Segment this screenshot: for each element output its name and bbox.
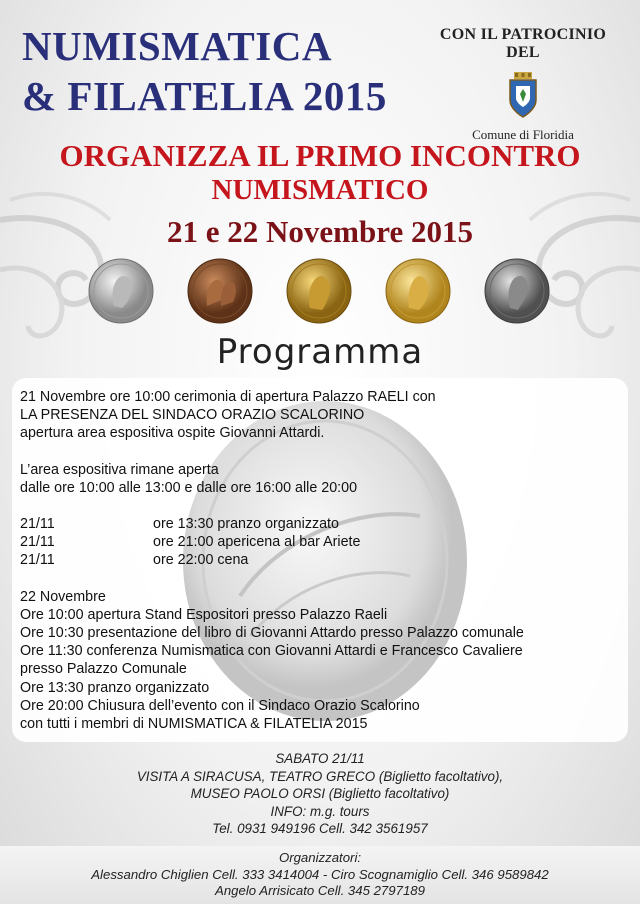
schedule-date: 21/11 — [20, 552, 55, 569]
saturday-date: SABATO 21/11 — [275, 751, 365, 766]
exhibit-hours-line: dalle ore 10:00 alle 13:00 e dalle ore 16:00 alle 20:00 — [20, 479, 358, 496]
saturday-trip-info — [0, 750, 640, 838]
day2-line: presso Palazzo Comunale — [20, 661, 187, 678]
schedule-event: ore 13:30 pranzo organizzato — [153, 516, 339, 533]
organizers-footer — [0, 846, 640, 904]
day2-title: 22 Novembre — [20, 588, 106, 605]
schedule-row — [20, 515, 620, 533]
organizers-title: Organizzatori: — [278, 850, 362, 865]
day2-line: Ore 11:30 conferenza Numismatica con Giovanni Attardi e Francesco Cavaliere — [20, 643, 523, 660]
exhibit-hours-line: L’area espositiva rimane aperta — [20, 461, 219, 478]
intro-line: apertura area espositiva ospite Giovanni Attardi. — [20, 425, 325, 442]
intro-line: 21 Novembre ore 10:00 cerimonia di apertura Palazzo RAELI con — [20, 389, 436, 405]
day2-line: con tutti i membri di NUMISMATICA & FILATELIA 2015 — [20, 716, 368, 733]
intro-line: LA PRESENZA DEL SINDACO ORAZIO SCALORINO — [20, 407, 365, 424]
bronze-coin-image — [187, 258, 253, 324]
organizers-line: Alessandro Chiglien Cell. 333 3414004 - Ciro Scognamiglio Cell. 346 9589842 — [91, 866, 549, 882]
event-title-line2: & FILATELIA 2015 — [22, 73, 387, 119]
schedule-event: ore 22:00 cena — [153, 552, 249, 569]
schedule-row — [20, 533, 620, 551]
coin-row — [88, 258, 550, 328]
silver-portrait-coin-image — [484, 258, 550, 324]
day2-line: Ore 10:30 presentazione del libro di Giovanni Attardo presso Palazzo comunale — [20, 625, 524, 642]
saturday-visit: VISITA A SIRACUSA, TEATRO GRECO (Biglietto facoltativo), — [136, 768, 504, 784]
day2-line: Ore 10:00 apertura Stand Espositori presso Palazzo Raeli — [20, 606, 388, 623]
patronage-block — [428, 26, 618, 143]
schedule-row — [20, 551, 620, 569]
municipal-crest-icon — [506, 72, 540, 118]
saturday-phone: Tel. 0931 949196 Cell. 342 3561957 — [212, 821, 428, 836]
schedule-date: 21/11 — [20, 534, 55, 551]
gold-portrait-coin-image — [385, 258, 451, 324]
saturday-museum: MUSEO PAOLO ORSI (Biglietto facoltativo) — [190, 786, 450, 801]
patronage-label: CON IL PATROCINIO DEL — [439, 26, 607, 61]
schedule-event: ore 21:00 apericena al bar Ariete — [153, 534, 361, 551]
gold-coin-image — [286, 258, 352, 324]
day2-line: Ore 13:30 pranzo organizzato — [20, 679, 210, 696]
program-panel — [12, 378, 628, 742]
program-title: Programma — [216, 332, 424, 372]
schedule-date: 21/11 — [20, 516, 55, 533]
day2-line: Ore 20:00 Chiusura dell’evento con il Sindaco Orazio Scalorino — [20, 697, 420, 714]
event-dates: 21 e 22 Novembre 2015 — [167, 214, 473, 249]
event-title-line1: NUMISMATICA — [22, 23, 332, 69]
headline-line1: ORGANIZZA IL PRIMO INCONTRO — [59, 138, 581, 173]
headline-line2: NUMISMATICO — [211, 174, 429, 206]
patron-municipality-name: Comune di Floridia — [472, 127, 574, 142]
saturday-info: INFO: m.g. tours — [270, 803, 370, 819]
program-text — [20, 388, 620, 733]
silver-coin-image — [88, 258, 154, 324]
organizers-line: Angelo Arrisicato Cell. 345 2797189 — [215, 883, 425, 898]
